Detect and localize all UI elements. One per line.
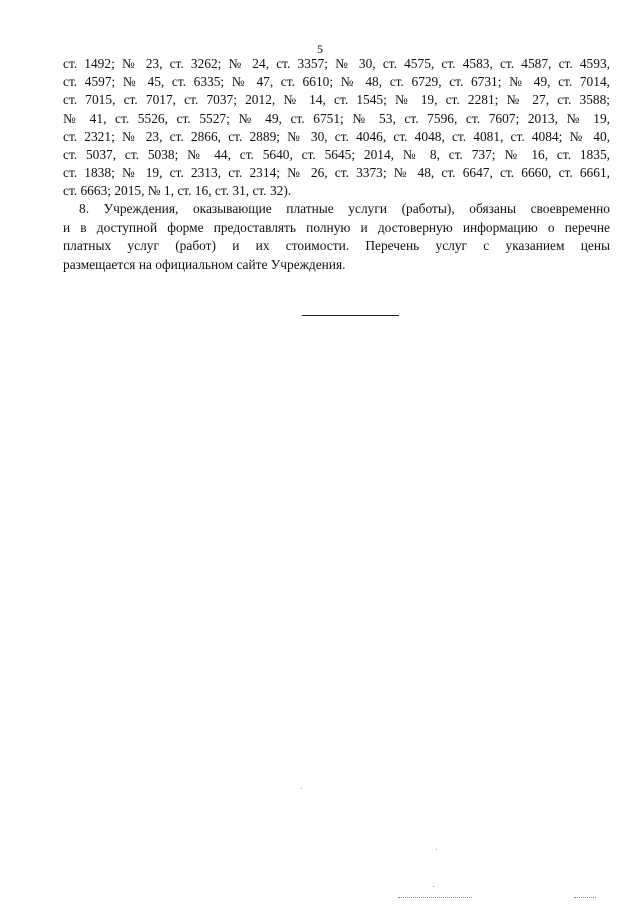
- references-line: ст. 2321; № 23, ст. 2866, ст. 2889; № 30, ст. 4046, ст. 4048, ст. 4081, ст. 4084; № 40,: [63, 128, 610, 144]
- clause-8-paragraph: [63, 200, 610, 274]
- references-line: ст. 7015, ст. 7017, ст. 7037; 2012, № 14, ст. 1545; № 19, ст. 2281; № 27, ст. 3588;: [63, 92, 610, 108]
- clause-line: платных услуг (работ) и их стоимости. Перечень услуг с указанием цены: [63, 238, 610, 254]
- references-line: ст. 4597; № 45, ст. 6335; № 47, ст. 6610; № 48, ст. 6729, ст. 6731; № 49, ст. 7014,: [63, 74, 610, 90]
- references-line: ст. 1838; № 19, ст. 2313, ст. 2314; № 26, ст. 3373; № 48, ст. 6647, ст. 6660, ст. 6661,: [63, 165, 610, 181]
- scan-edge-mark: [574, 897, 596, 898]
- references-line: ст. 1492; № 23, ст. 3262; № 24, ст. 3357; № 30, ст. 4575, ст. 4583, ст. 4587, ст. 4593,: [63, 56, 610, 71]
- legislation-references: [63, 55, 610, 201]
- references-line: ст. 5037, ст. 5038; № 44, ст. 5640, ст. 5645; 2014, № 8, ст. 737; № 16, ст. 1835,: [63, 147, 610, 163]
- references-line: № 41, ст. 5526, ст. 5527; № 49, ст. 6751; № 53, ст. 7596, ст. 7607; 2013, № 19,: [63, 110, 610, 126]
- clause-line: 8. Учреждения, оказывающие платные услуги (работы), обязаны своевременно: [79, 201, 610, 216]
- end-of-document-rule: [302, 315, 399, 316]
- clause-line: размещается на официальном сайте Учреждения.: [63, 256, 346, 272]
- references-line: ст. 6663; 2015, № 1, ст. 16, ст. 31, ст. 32).: [63, 183, 292, 199]
- clause-line: и в доступной форме предоставлять полную и достоверную информацию о перечне: [63, 219, 610, 235]
- scan-speck: [436, 849, 437, 850]
- scan-edge-mark: [398, 897, 472, 898]
- scan-speck: [433, 886, 434, 887]
- scan-speck: [301, 788, 302, 789]
- page-number: 5: [317, 42, 323, 56]
